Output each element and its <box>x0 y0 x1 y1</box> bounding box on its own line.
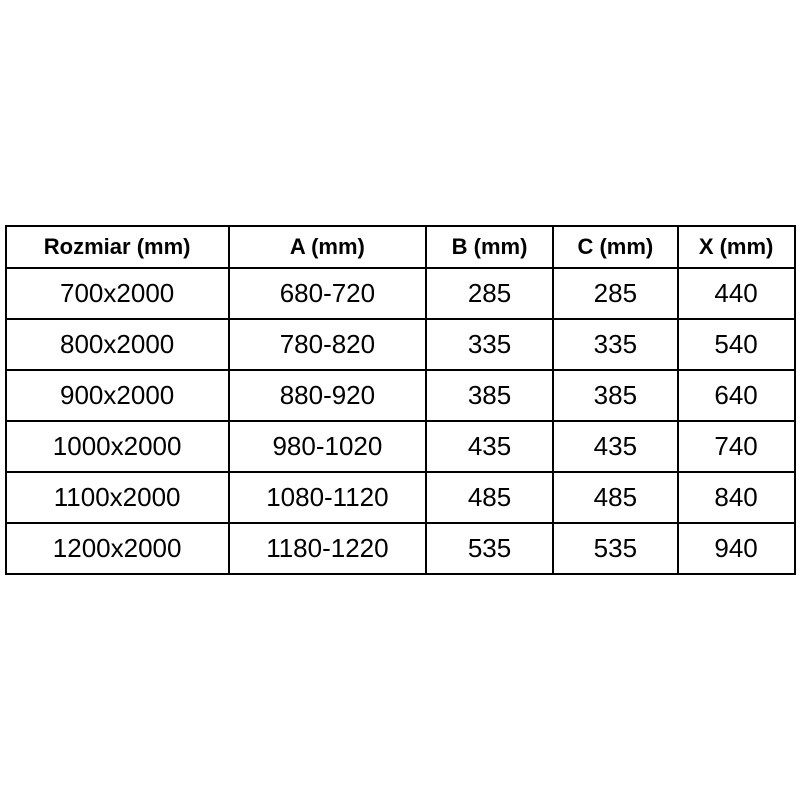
cell-b: 485 <box>426 472 553 523</box>
cell-b: 285 <box>426 268 553 319</box>
cell-x: 640 <box>678 370 795 421</box>
cell-c: 285 <box>553 268 678 319</box>
table-row <box>6 370 795 421</box>
cell-rozmiar: 800x2000 <box>6 319 229 370</box>
cell-x: 940 <box>678 523 795 574</box>
cell-a: 780-820 <box>229 319 426 370</box>
header-cell-rozmiar: Rozmiar (mm) <box>6 226 229 268</box>
cell-a: 1180-1220 <box>229 523 426 574</box>
cell-b: 435 <box>426 421 553 472</box>
cell-rozmiar: 1100x2000 <box>6 472 229 523</box>
cell-a: 980-1020 <box>229 421 426 472</box>
table-row <box>6 421 795 472</box>
cell-b: 385 <box>426 370 553 421</box>
cell-rozmiar: 700x2000 <box>6 268 229 319</box>
cell-c: 485 <box>553 472 678 523</box>
header-cell-x: X (mm) <box>678 226 795 268</box>
cell-a: 680-720 <box>229 268 426 319</box>
cell-c: 385 <box>553 370 678 421</box>
cell-b: 335 <box>426 319 553 370</box>
cell-a: 880-920 <box>229 370 426 421</box>
header-cell-b: B (mm) <box>426 226 553 268</box>
table-row <box>6 319 795 370</box>
cell-rozmiar: 900x2000 <box>6 370 229 421</box>
size-spec-table <box>5 225 796 575</box>
table-row <box>6 523 795 574</box>
header-cell-a: A (mm) <box>229 226 426 268</box>
cell-x: 840 <box>678 472 795 523</box>
cell-c: 535 <box>553 523 678 574</box>
cell-a: 1080-1120 <box>229 472 426 523</box>
cell-b: 535 <box>426 523 553 574</box>
cell-c: 335 <box>553 319 678 370</box>
cell-x: 540 <box>678 319 795 370</box>
cell-x: 740 <box>678 421 795 472</box>
table-row <box>6 472 795 523</box>
cell-rozmiar: 1000x2000 <box>6 421 229 472</box>
table-row <box>6 268 795 319</box>
header-row <box>6 226 795 268</box>
cell-x: 440 <box>678 268 795 319</box>
cell-c: 435 <box>553 421 678 472</box>
header-cell-c: C (mm) <box>553 226 678 268</box>
cell-rozmiar: 1200x2000 <box>6 523 229 574</box>
